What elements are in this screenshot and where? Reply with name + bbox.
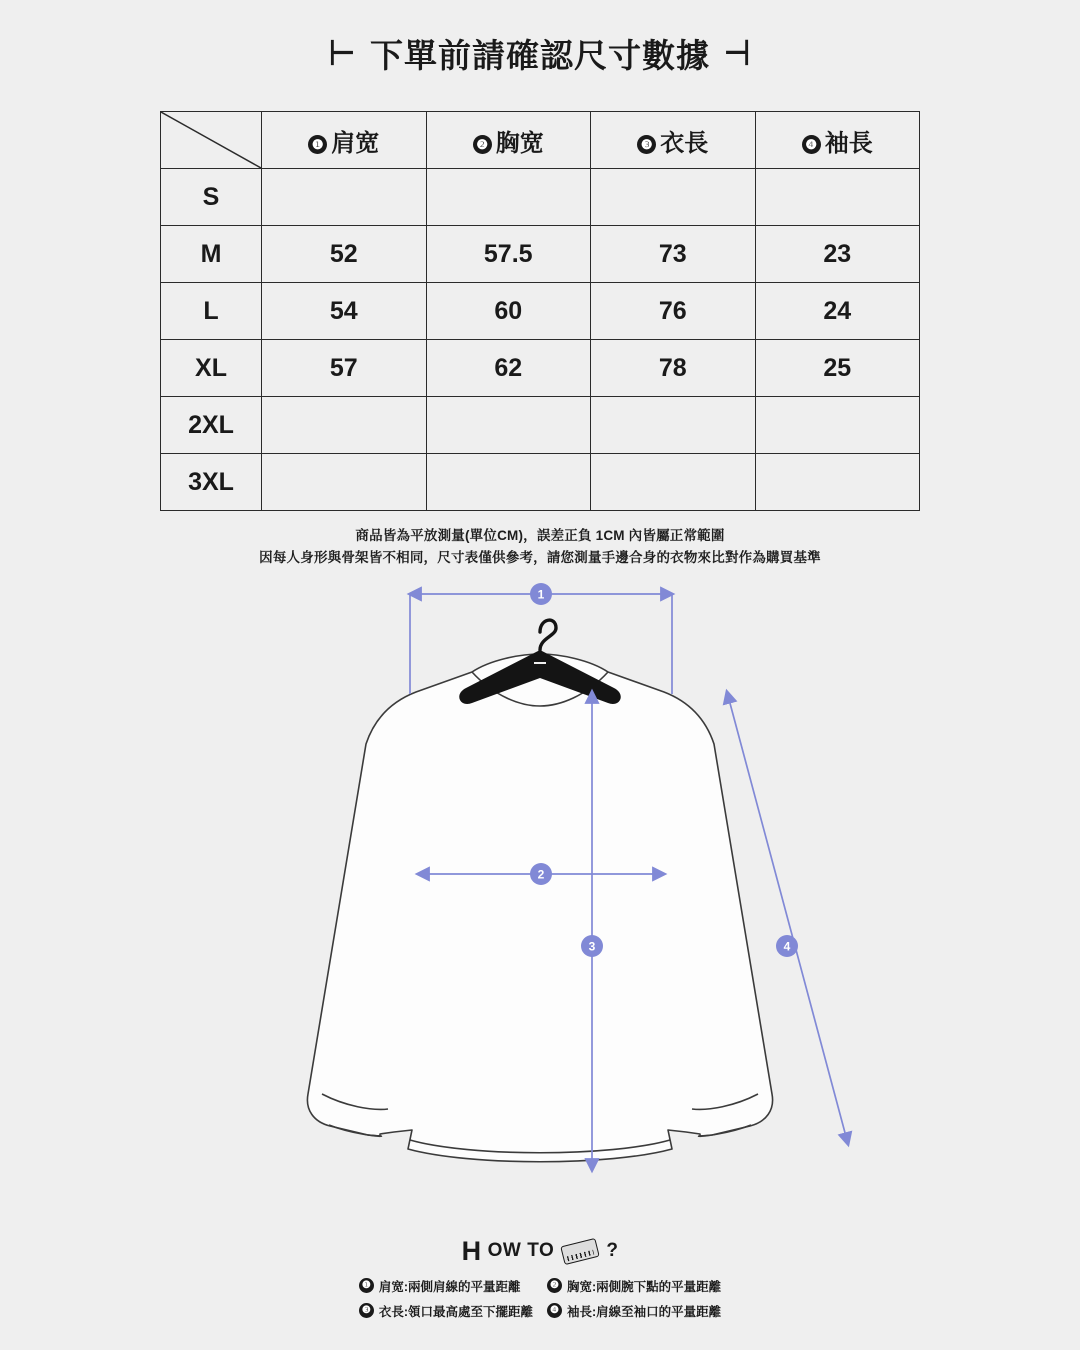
page-title: [329, 30, 751, 77]
badge-2-icon: ❷: [547, 1278, 562, 1293]
badge-2-icon: ❷: [473, 135, 492, 154]
badge-3-icon: ❸: [359, 1303, 374, 1318]
page-title-wrap: [0, 0, 1080, 77]
cell-sleeve: 24: [755, 283, 920, 340]
garment-outline: [307, 654, 772, 1162]
cell-length: 76: [591, 283, 756, 340]
table-row: [161, 454, 920, 511]
bracket-left-icon: ⊢: [328, 34, 356, 73]
table-corner-cell: [161, 112, 262, 169]
cell-sleeve: [755, 397, 920, 454]
cell-sleeve: [755, 169, 920, 226]
cell-chest: [426, 454, 591, 511]
cell-shoulder: [262, 169, 427, 226]
legend-text: 肩宽:兩側肩線的平量距離: [378, 1279, 521, 1294]
table-row: [161, 169, 920, 226]
cell-chest: [426, 397, 591, 454]
row-size-label: XL: [161, 340, 262, 397]
row-size-label: L: [161, 283, 262, 340]
measure-badge-2-label: 2: [537, 867, 545, 882]
table-row: [161, 283, 920, 340]
row-size-label: 3XL: [161, 454, 262, 511]
table-row: [161, 340, 920, 397]
table-col-header-1: [262, 112, 427, 169]
cell-shoulder: [262, 397, 427, 454]
table-col-header-4: [755, 112, 920, 169]
cell-length: [591, 169, 756, 226]
garment-diagram-svg: [0, 574, 1080, 1234]
note-line-2: 因每人身形與骨架皆不相同，尺寸表僅供參考，請您測量手邊合身的衣物來比對作為購買基準: [259, 550, 821, 566]
cell-length: 78: [591, 340, 756, 397]
col-label-4: 袖長: [824, 129, 873, 157]
cell-length: 73: [591, 226, 756, 283]
col-label-2: 胸宽: [495, 129, 544, 157]
size-table: [160, 111, 920, 511]
cell-length: [591, 454, 756, 511]
row-size-label: M: [161, 226, 262, 283]
legend-text: 胸宽:兩側腕下點的平量距離: [567, 1279, 722, 1294]
measurement-notes: [0, 525, 1080, 570]
howto-h: H: [461, 1235, 482, 1266]
page-title-text: 下單前請確認尺寸數據: [370, 37, 710, 74]
measure-badge-1-label: 1: [537, 587, 545, 602]
legend-item: [359, 1302, 533, 1320]
howto-title: [462, 1236, 619, 1267]
measure-badge-3-label: 3: [588, 939, 596, 954]
size-table-wrap: [160, 111, 920, 511]
legend-text: 衣長:領口最高處至下擺距離: [378, 1304, 533, 1319]
note-line-1: 商品皆為平放測量(單位CM)，誤差正負 1CM 內皆屬正常範圍: [355, 528, 725, 543]
measure-badge-4-label: 4: [783, 939, 791, 954]
legend-item: [547, 1302, 721, 1320]
cell-shoulder: 52: [262, 226, 427, 283]
badge-4-icon: ❹: [547, 1303, 562, 1318]
col-label-3: 衣長: [660, 129, 709, 157]
cell-chest: 62: [426, 340, 591, 397]
howto-ow: OW: [487, 1240, 522, 1262]
garment-diagram: [0, 574, 1080, 1234]
cell-sleeve: [755, 454, 920, 511]
row-size-label: S: [161, 169, 262, 226]
badge-1-icon: ❶: [308, 135, 327, 154]
table-col-header-2: [426, 112, 591, 169]
legend-item: [359, 1277, 533, 1295]
table-header-row: [161, 112, 920, 169]
table-col-header-3: [591, 112, 756, 169]
ruler-icon: [561, 1237, 601, 1264]
howto-legend: [0, 1277, 1080, 1320]
bracket-right-icon: ⊣: [724, 34, 752, 73]
cell-chest: 57.5: [426, 226, 591, 283]
howto-section: [0, 1236, 1080, 1320]
row-size-label: 2XL: [161, 397, 262, 454]
table-row: [161, 397, 920, 454]
cell-chest: [426, 169, 591, 226]
legend-item: [547, 1277, 721, 1295]
cell-sleeve: 23: [755, 226, 920, 283]
cell-sleeve: 25: [755, 340, 920, 397]
cell-length: [591, 397, 756, 454]
diagonal-line-icon: [161, 112, 261, 168]
legend-text: 袖長:肩線至袖口的平量距離: [567, 1304, 722, 1319]
howto-question: ?: [606, 1240, 619, 1262]
badge-3-icon: ❸: [637, 135, 656, 154]
cell-chest: 60: [426, 283, 591, 340]
badge-1-icon: ❶: [359, 1278, 374, 1293]
badge-4-icon: ❹: [802, 135, 821, 154]
cell-shoulder: 57: [262, 340, 427, 397]
howto-to: TO: [527, 1240, 555, 1262]
col-label-1: 肩宽: [331, 129, 380, 157]
table-row: [161, 226, 920, 283]
cell-shoulder: 54: [262, 283, 427, 340]
cell-shoulder: [262, 454, 427, 511]
